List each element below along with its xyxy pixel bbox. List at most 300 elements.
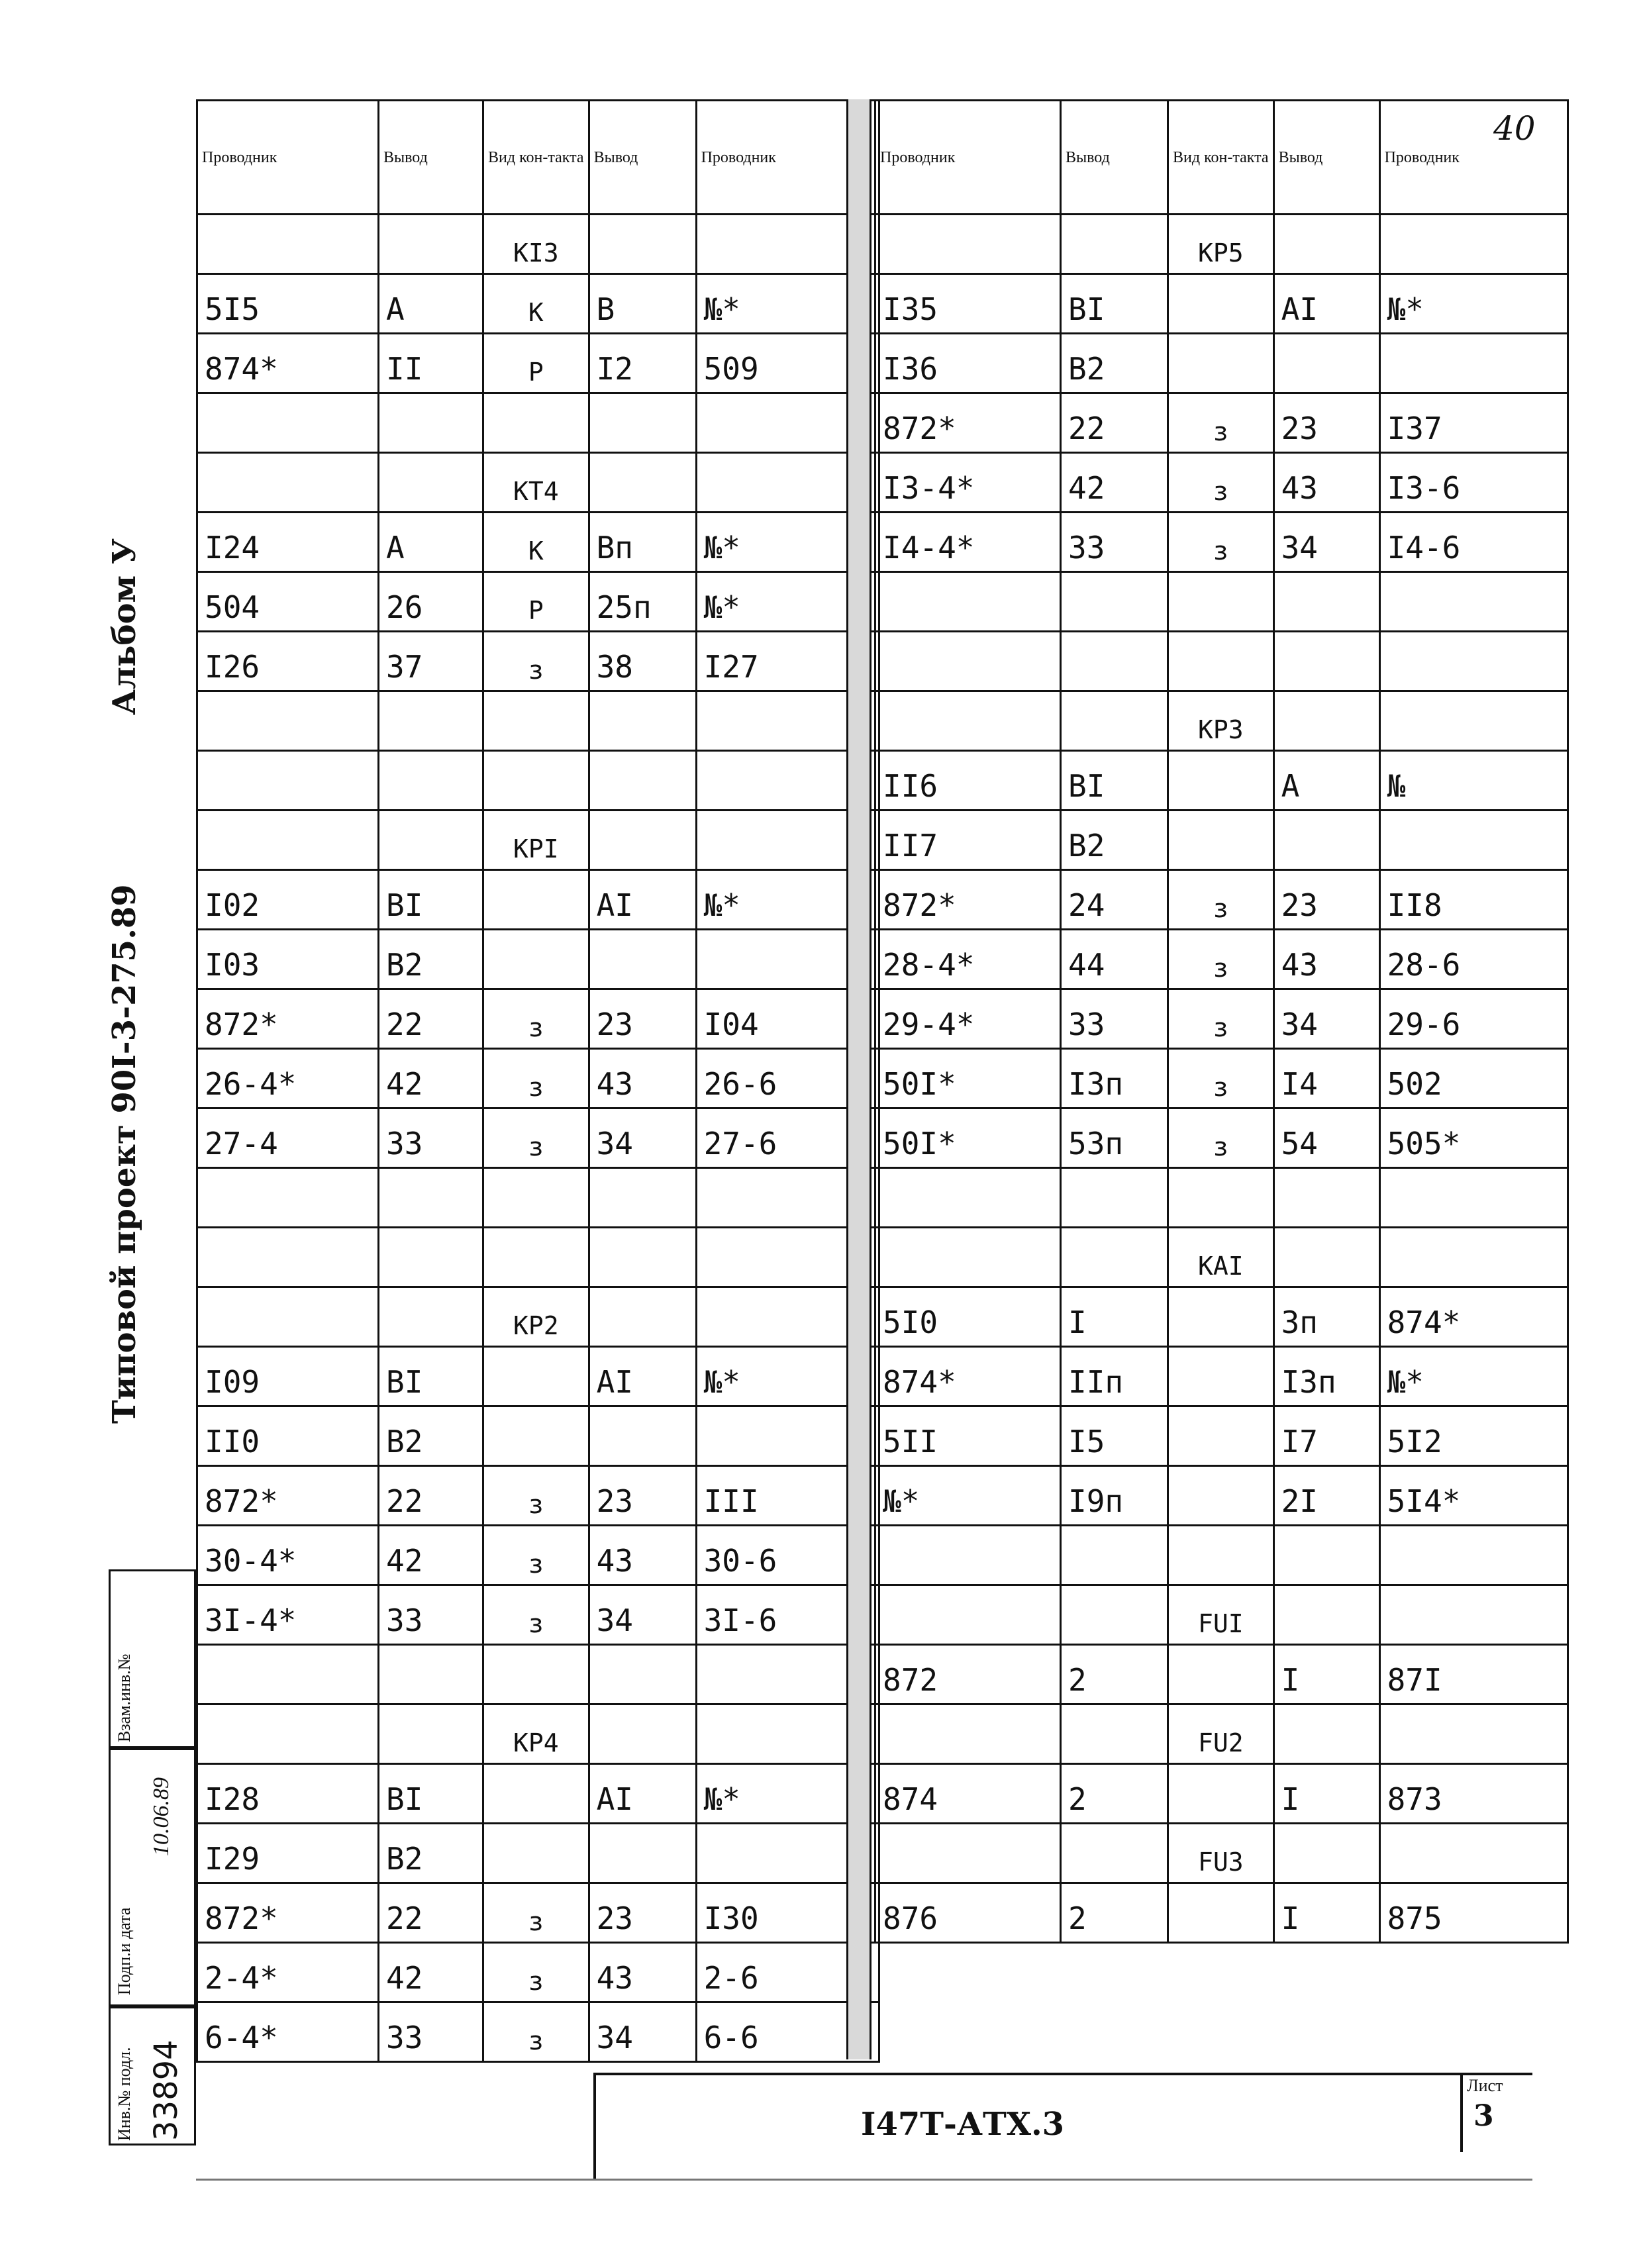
table-cell: ВI bbox=[379, 870, 483, 930]
table-cell: В2 bbox=[379, 1406, 483, 1466]
table-row bbox=[197, 1228, 879, 1287]
table-cell: ВI bbox=[379, 1347, 483, 1406]
table-cell bbox=[1061, 1704, 1168, 1764]
table-cell: 43 bbox=[589, 1049, 696, 1109]
table-row bbox=[197, 215, 879, 274]
table-cell bbox=[1061, 572, 1168, 632]
inventory-caption: Инв.№ подл. bbox=[115, 2047, 134, 2141]
table-cell: I28 bbox=[197, 1764, 379, 1824]
table-cell bbox=[875, 1526, 1061, 1585]
table-cell bbox=[875, 1704, 1061, 1764]
project-label: Типовой проект 90I-3-275.89 bbox=[106, 884, 143, 1424]
table-cell bbox=[875, 1228, 1061, 1287]
table-cell bbox=[589, 691, 696, 751]
table-cell: з bbox=[1168, 930, 1274, 989]
page-number-mark: 40 bbox=[1493, 109, 1536, 148]
table-cell bbox=[589, 1168, 696, 1228]
table-cell bbox=[483, 1824, 589, 1883]
table-cell: №* bbox=[696, 1764, 879, 1824]
table-cell: 24 bbox=[1061, 870, 1168, 930]
table-row bbox=[875, 989, 1568, 1049]
table-row bbox=[875, 1704, 1568, 1764]
table-cell: II bbox=[379, 334, 483, 393]
table-cell: Р bbox=[483, 334, 589, 393]
table-cell: 28-6 bbox=[1379, 930, 1568, 989]
table-cell: 22 bbox=[1061, 393, 1168, 453]
table-cell bbox=[589, 453, 696, 513]
table-cell: Вп bbox=[589, 513, 696, 572]
table-row bbox=[197, 751, 879, 811]
left-header-0: Проводник bbox=[197, 101, 379, 215]
table-row bbox=[197, 1049, 879, 1109]
table-row bbox=[875, 691, 1568, 751]
table-cell: 34 bbox=[589, 1109, 696, 1168]
table-cell: 30-4* bbox=[197, 1526, 379, 1585]
table-row bbox=[875, 453, 1568, 513]
table-cell: КТ4 bbox=[483, 453, 589, 513]
table-cell bbox=[483, 1764, 589, 1824]
table-cell: з bbox=[1168, 870, 1274, 930]
left-header-3: Вывод bbox=[589, 101, 696, 215]
table-cell: АI bbox=[589, 1764, 696, 1824]
table-cell: А bbox=[1273, 751, 1379, 811]
table-cell: №* bbox=[696, 513, 879, 572]
table-cell: 23 bbox=[589, 1883, 696, 1943]
table-cell: 872* bbox=[197, 1883, 379, 1943]
table-row bbox=[875, 1585, 1568, 1645]
table-cell: FUI bbox=[1168, 1585, 1274, 1645]
table-cell bbox=[1273, 572, 1379, 632]
table-cell bbox=[1061, 1824, 1168, 1883]
table-cell: 3п bbox=[1273, 1287, 1379, 1347]
table-cell bbox=[1379, 1585, 1568, 1645]
table-cell: 872* bbox=[197, 1466, 379, 1526]
table-row bbox=[197, 811, 879, 870]
table-cell: 875 bbox=[1379, 1883, 1568, 1943]
table-cell: III bbox=[696, 1466, 879, 1526]
table-cell: з bbox=[483, 1049, 589, 1109]
table-cell bbox=[589, 1824, 696, 1883]
table-cell: з bbox=[483, 1466, 589, 1526]
table-cell bbox=[379, 215, 483, 274]
table-cell: №* bbox=[696, 870, 879, 930]
table-cell: АI bbox=[589, 870, 696, 930]
table-cell: з bbox=[483, 632, 589, 691]
table-cell: I27 bbox=[696, 632, 879, 691]
table-row bbox=[875, 930, 1568, 989]
table-cell bbox=[197, 1645, 379, 1704]
table-cell: 37 bbox=[379, 632, 483, 691]
table-cell bbox=[483, 751, 589, 811]
table-cell: I3п bbox=[1273, 1347, 1379, 1406]
table-cell: I03 bbox=[197, 930, 379, 989]
album-label: Альбом У bbox=[106, 538, 143, 715]
table-row bbox=[197, 2002, 879, 2062]
table-cell: ВI bbox=[1061, 274, 1168, 334]
table-row bbox=[197, 1585, 879, 1645]
table-row bbox=[875, 1645, 1568, 1704]
table-cell: 504 bbox=[197, 572, 379, 632]
document-code: I47Т-АТХ.3 bbox=[861, 2106, 1065, 2143]
table-cell: 34 bbox=[1273, 513, 1379, 572]
table-cell: 23 bbox=[1273, 393, 1379, 453]
table-row bbox=[197, 274, 879, 334]
left-connection-table bbox=[196, 99, 880, 2063]
table-cell: КР2 bbox=[483, 1287, 589, 1347]
table-cell bbox=[197, 751, 379, 811]
replace-inv-caption: Взам.инв.№ bbox=[115, 1653, 134, 1742]
table-row bbox=[197, 1526, 879, 1585]
table-cell: II7 bbox=[875, 811, 1061, 870]
table-row bbox=[875, 1287, 1568, 1347]
table-cell: 23 bbox=[589, 989, 696, 1049]
table-cell: 5I4* bbox=[1379, 1466, 1568, 1526]
table-cell bbox=[589, 1228, 696, 1287]
table-row bbox=[197, 1824, 879, 1883]
table-row bbox=[875, 215, 1568, 274]
table-cell bbox=[1061, 632, 1168, 691]
table-cell: 874 bbox=[875, 1764, 1061, 1824]
table-cell bbox=[589, 1704, 696, 1764]
table-cell: 33 bbox=[1061, 989, 1168, 1049]
table-cell: 2-4* bbox=[197, 1943, 379, 2002]
table-cell: 5I2 bbox=[1379, 1406, 1568, 1466]
table-cell: АI bbox=[1273, 274, 1379, 334]
table-cell: 42 bbox=[379, 1526, 483, 1585]
table-row bbox=[875, 870, 1568, 930]
table-cell bbox=[875, 215, 1061, 274]
table-cell bbox=[1273, 1228, 1379, 1287]
table-cell: 50I* bbox=[875, 1109, 1061, 1168]
table-cell bbox=[875, 1168, 1061, 1228]
table-cell: 5I0 bbox=[875, 1287, 1061, 1347]
table-cell: 5I5 bbox=[197, 274, 379, 334]
table-cell: 872* bbox=[875, 870, 1061, 930]
inventory-stamp bbox=[109, 2006, 196, 2145]
table-row bbox=[875, 572, 1568, 632]
table-cell: I30 bbox=[696, 1883, 879, 1943]
table-cell bbox=[1379, 1228, 1568, 1287]
table-row bbox=[197, 572, 879, 632]
table-row bbox=[875, 513, 1568, 572]
table-cell: В bbox=[589, 274, 696, 334]
table-cell: В2 bbox=[379, 930, 483, 989]
table-cell: I3-4* bbox=[875, 453, 1061, 513]
table-row bbox=[197, 1883, 879, 1943]
table-cell: з bbox=[483, 1109, 589, 1168]
table-cell: з bbox=[1168, 393, 1274, 453]
table-cell: 25п bbox=[589, 572, 696, 632]
table-cell bbox=[875, 1824, 1061, 1883]
table-cell bbox=[1379, 811, 1568, 870]
table-cell bbox=[1168, 632, 1274, 691]
right-connection-table bbox=[874, 99, 1569, 1944]
table-cell: I02 bbox=[197, 870, 379, 930]
table-cell: 509 bbox=[696, 334, 879, 393]
table-row bbox=[197, 1109, 879, 1168]
table-cell: з bbox=[483, 1883, 589, 1943]
table-row bbox=[197, 1943, 879, 2002]
table-cell: 874* bbox=[197, 334, 379, 393]
table-cell bbox=[197, 1704, 379, 1764]
table-cell: I09 bbox=[197, 1347, 379, 1406]
table-cell bbox=[1273, 632, 1379, 691]
table-cell: з bbox=[483, 1943, 589, 2002]
table-cell: 28-4* bbox=[875, 930, 1061, 989]
table-cell bbox=[1379, 632, 1568, 691]
right-header-3: Вывод bbox=[1273, 101, 1379, 215]
table-cell bbox=[589, 930, 696, 989]
table-cell bbox=[1168, 1287, 1274, 1347]
table-cell bbox=[1061, 1585, 1168, 1645]
table-cell: 22 bbox=[379, 989, 483, 1049]
table-cell bbox=[1061, 1228, 1168, 1287]
table-cell bbox=[1168, 1883, 1274, 1943]
table-cell: 6-6 bbox=[696, 2002, 879, 2062]
table-cell: 34 bbox=[1273, 989, 1379, 1049]
table-cell: №* bbox=[875, 1466, 1061, 1526]
table-row bbox=[197, 632, 879, 691]
table-cell bbox=[483, 1168, 589, 1228]
table-cell: 874* bbox=[1379, 1287, 1568, 1347]
table-row bbox=[875, 1109, 1568, 1168]
table-cell: 29-6 bbox=[1379, 989, 1568, 1049]
right-header-1: Вывод bbox=[1061, 101, 1168, 215]
table-cell: 26-6 bbox=[696, 1049, 879, 1109]
table-cell bbox=[1273, 1704, 1379, 1764]
table-cell bbox=[483, 1228, 589, 1287]
table-cell: I9п bbox=[1061, 1466, 1168, 1526]
table-cell bbox=[379, 691, 483, 751]
table-cell: з bbox=[1168, 513, 1274, 572]
table-cell: I7 bbox=[1273, 1406, 1379, 1466]
table-cell: з bbox=[483, 1585, 589, 1645]
table-divider-band bbox=[846, 99, 871, 2059]
right-header-2: Вид кон-такта bbox=[1168, 101, 1274, 215]
table-cell: 874* bbox=[875, 1347, 1061, 1406]
table-row bbox=[875, 1466, 1568, 1526]
table-cell: I37 bbox=[1379, 393, 1568, 453]
table-cell: КР5 bbox=[1168, 215, 1274, 274]
table-cell: №* bbox=[1379, 274, 1568, 334]
table-cell: 38 bbox=[589, 632, 696, 691]
left-header-row bbox=[197, 101, 879, 215]
table-cell bbox=[483, 1347, 589, 1406]
table-row bbox=[875, 811, 1568, 870]
table-cell bbox=[483, 930, 589, 989]
table-cell: 872* bbox=[875, 393, 1061, 453]
table-cell: 33 bbox=[1061, 513, 1168, 572]
table-cell: В2 bbox=[379, 1824, 483, 1883]
table-cell bbox=[875, 572, 1061, 632]
table-cell bbox=[1061, 691, 1168, 751]
table-cell: 33 bbox=[379, 2002, 483, 2062]
table-cell bbox=[589, 751, 696, 811]
table-cell bbox=[1168, 1764, 1274, 1824]
table-cell: FU3 bbox=[1168, 1824, 1274, 1883]
table-cell: 2 bbox=[1061, 1764, 1168, 1824]
table-cell bbox=[1273, 1526, 1379, 1585]
table-cell: I3-6 bbox=[1379, 453, 1568, 513]
table-cell bbox=[379, 453, 483, 513]
table-cell: №* bbox=[1379, 1347, 1568, 1406]
table-cell: IIп bbox=[1061, 1347, 1168, 1406]
table-cell bbox=[483, 1406, 589, 1466]
table-cell bbox=[1379, 1704, 1568, 1764]
table-cell bbox=[1168, 1466, 1274, 1526]
table-cell bbox=[1379, 1824, 1568, 1883]
bottom-frame-line bbox=[196, 2179, 1532, 2181]
left-header-4: Проводник bbox=[696, 101, 879, 215]
table-cell: 502 bbox=[1379, 1049, 1568, 1109]
table-cell: К bbox=[483, 513, 589, 572]
table-cell: К bbox=[483, 274, 589, 334]
table-cell: ВI bbox=[1061, 751, 1168, 811]
table-cell: I35 bbox=[875, 274, 1061, 334]
table-row bbox=[875, 1764, 1568, 1824]
table-cell bbox=[483, 870, 589, 930]
table-cell bbox=[197, 691, 379, 751]
table-row bbox=[875, 1168, 1568, 1228]
table-cell: 42 bbox=[379, 1943, 483, 2002]
table-cell: 50I* bbox=[875, 1049, 1061, 1109]
table-cell bbox=[1273, 1824, 1379, 1883]
table-cell: 43 bbox=[589, 1943, 696, 2002]
table-cell: з bbox=[483, 2002, 589, 2062]
table-cell: I bbox=[1273, 1764, 1379, 1824]
table-cell: КР4 bbox=[483, 1704, 589, 1764]
table-row bbox=[875, 1883, 1568, 1943]
table-cell bbox=[483, 691, 589, 751]
sheet-number: 3 bbox=[1473, 2099, 1494, 2133]
table-cell: I bbox=[1061, 1287, 1168, 1347]
table-cell bbox=[589, 1406, 696, 1466]
sheet-caption: Лист bbox=[1467, 2076, 1503, 2095]
table-cell bbox=[379, 811, 483, 870]
table-cell bbox=[1379, 334, 1568, 393]
table-row bbox=[875, 393, 1568, 453]
table-cell: №* bbox=[696, 1347, 879, 1406]
table-cell: I2 bbox=[589, 334, 696, 393]
table-cell: I36 bbox=[875, 334, 1061, 393]
table-cell bbox=[379, 751, 483, 811]
table-row bbox=[197, 1168, 879, 1228]
table-row bbox=[197, 691, 879, 751]
table-cell: В2 bbox=[1061, 811, 1168, 870]
table-cell: 30-6 bbox=[696, 1526, 879, 1585]
table-cell: 27-6 bbox=[696, 1109, 879, 1168]
table-cell: №* bbox=[696, 274, 879, 334]
table-row bbox=[197, 1406, 879, 1466]
table-cell: 3I-4* bbox=[197, 1585, 379, 1645]
table-cell: 43 bbox=[589, 1526, 696, 1585]
table-cell: I5 bbox=[1061, 1406, 1168, 1466]
table-cell bbox=[379, 1168, 483, 1228]
table-cell bbox=[1273, 811, 1379, 870]
table-cell: 5II bbox=[875, 1406, 1061, 1466]
table-cell bbox=[1168, 572, 1274, 632]
table-cell: 6-4* bbox=[197, 2002, 379, 2062]
table-cell: А bbox=[379, 274, 483, 334]
table-cell bbox=[875, 1585, 1061, 1645]
table-cell: 22 bbox=[379, 1466, 483, 1526]
table-cell: FU2 bbox=[1168, 1704, 1274, 1764]
table-cell bbox=[1168, 1168, 1274, 1228]
table-cell: I24 bbox=[197, 513, 379, 572]
table-row bbox=[197, 393, 879, 453]
table-cell: 42 bbox=[1061, 453, 1168, 513]
signature-date: 10.06.89 bbox=[149, 1777, 174, 1856]
table-cell: 2 bbox=[1061, 1883, 1168, 1943]
table-cell bbox=[1273, 215, 1379, 274]
inventory-number: 33894 bbox=[148, 2040, 185, 2141]
table-cell bbox=[379, 1228, 483, 1287]
table-cell: I bbox=[1273, 1645, 1379, 1704]
table-cell bbox=[1061, 215, 1168, 274]
table-cell: Р bbox=[483, 572, 589, 632]
table-cell bbox=[1168, 1347, 1274, 1406]
table-cell: 505* bbox=[1379, 1109, 1568, 1168]
table-cell: 2-6 bbox=[696, 1943, 879, 2002]
table-row bbox=[875, 334, 1568, 393]
table-cell: II8 bbox=[1379, 870, 1568, 930]
table-row bbox=[875, 1824, 1568, 1883]
table-cell bbox=[1168, 1526, 1274, 1585]
table-row bbox=[197, 1287, 879, 1347]
table-row bbox=[197, 870, 879, 930]
table-row bbox=[875, 632, 1568, 691]
table-cell: з bbox=[483, 989, 589, 1049]
table-row bbox=[197, 334, 879, 393]
table-cell bbox=[379, 1704, 483, 1764]
table-cell: 34 bbox=[589, 2002, 696, 2062]
table-cell: ВI bbox=[379, 1764, 483, 1824]
table-cell: 43 bbox=[1273, 453, 1379, 513]
table-row bbox=[875, 1526, 1568, 1585]
table-cell: I26 bbox=[197, 632, 379, 691]
right-table-body bbox=[875, 215, 1568, 1943]
table-cell: I3п bbox=[1061, 1049, 1168, 1109]
table-row bbox=[875, 1228, 1568, 1287]
right-header-0: Проводник bbox=[875, 101, 1061, 215]
table-cell: 23 bbox=[589, 1466, 696, 1526]
table-cell: В2 bbox=[1061, 334, 1168, 393]
table-cell: 872* bbox=[197, 989, 379, 1049]
table-cell bbox=[1273, 691, 1379, 751]
table-cell: з bbox=[1168, 1049, 1274, 1109]
table-row bbox=[875, 751, 1568, 811]
table-cell bbox=[379, 1645, 483, 1704]
table-cell bbox=[197, 393, 379, 453]
table-cell: КАI bbox=[1168, 1228, 1274, 1287]
table-cell: А bbox=[379, 513, 483, 572]
table-cell bbox=[1379, 1526, 1568, 1585]
table-cell bbox=[197, 811, 379, 870]
table-cell bbox=[483, 393, 589, 453]
table-cell bbox=[589, 1287, 696, 1347]
table-cell bbox=[1061, 1168, 1168, 1228]
table-cell: КI3 bbox=[483, 215, 589, 274]
table-cell bbox=[1273, 1585, 1379, 1645]
table-cell bbox=[1168, 1645, 1274, 1704]
table-cell bbox=[875, 632, 1061, 691]
table-cell: 44 bbox=[1061, 930, 1168, 989]
signature-caption: Подп.и дата bbox=[115, 1907, 134, 1995]
table-cell bbox=[197, 1168, 379, 1228]
table-row bbox=[875, 1406, 1568, 1466]
table-cell bbox=[197, 1287, 379, 1347]
table-cell: з bbox=[1168, 1109, 1274, 1168]
